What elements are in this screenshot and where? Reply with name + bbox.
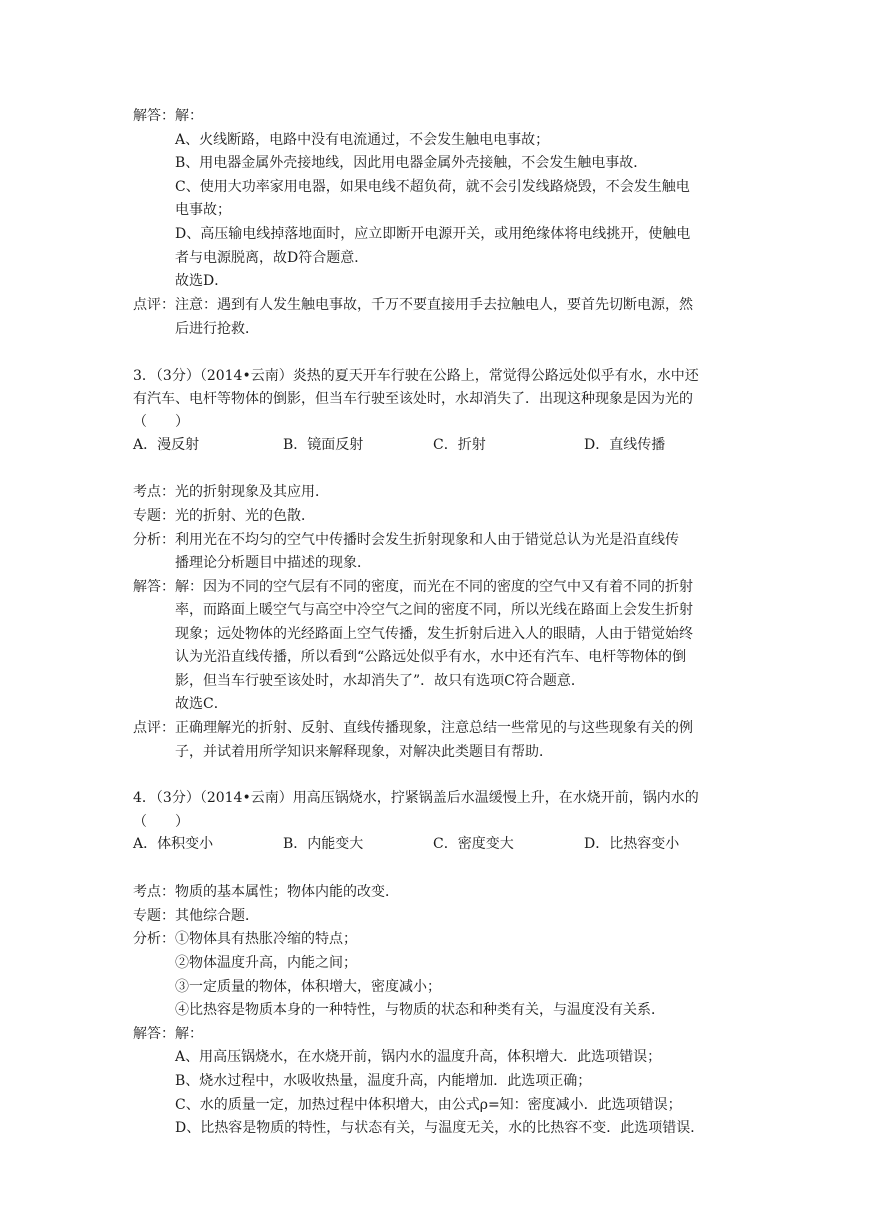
q4-analysis-line1: 分析：①物体具有热胀冷缩的特点； xyxy=(133,931,357,947)
q4-solution-option-c: C、水的质量一定，加热过程中体积增大，由公式ρ=知：密度减小．此选项错误； xyxy=(175,1097,682,1113)
q4-analysis-line4: ④比热容是物质本身的一种特性，与物质的状态和种类有关，与温度没有关系． xyxy=(175,1002,665,1018)
q4-option-d: D．比热容变小 xyxy=(584,836,680,852)
solution-option-a: A、火线断路，电路中没有电流通过，不会发生触电电事故； xyxy=(175,132,550,148)
q3-option-a: A．漫反射 xyxy=(133,437,200,453)
q4-option-c: C．密度变大 xyxy=(433,836,514,852)
q3-topic: 专题：光的折射、光的色散． xyxy=(133,508,315,524)
q3-stem-line1: 3．（3分）（2014•云南）炎热的夏天开车行驶在公路上，常觉得公路远处似乎有水，水中还 xyxy=(133,368,699,384)
q3-comment-line1: 点评：正确理解光的折射、反射、直线传播现象，注意总结一些常见的与这些现象有关的例 xyxy=(133,720,693,736)
q4-answer-heading: 解答：解： xyxy=(133,1026,203,1042)
q3-comment-line2: 子，并试着用所学知识来解释现象，对解决此类题目有帮助． xyxy=(175,744,553,760)
solution-option-d-line1: D、高压输电线掉落地面时，应立即断开电源开关，或用绝缘体将电线挑开，使触电 xyxy=(175,226,691,242)
q3-answer-line3: 现象；远处物体的光经路面上空气传播，发生折射后进入人的眼睛，人由于错觉始终 xyxy=(175,626,693,642)
comment-line1: 点评：注意：遇到有人发生触电事故，千万不要直接用手去拉触电人，要首先切断电源，然 xyxy=(133,297,693,313)
q3-stem-line3: （ ） xyxy=(133,414,189,430)
q4-solution-option-d: D、比热容是物质的特性，与状态有关，与温度无关，水的比热容不变．此选项错误． xyxy=(175,1120,705,1136)
q4-solution-option-b: B、烧水过程中，水吸收热量，温度升高，内能增加．此选项正确； xyxy=(175,1073,592,1089)
q3-answer-line2: 率，而路面上暖空气与高空中冷空气之间的密度不同，所以光线在路面上会发生折射 xyxy=(175,602,693,618)
solution-option-d-line2: 者与电源脱离，故D符合题意． xyxy=(175,250,369,266)
comment-line2: 后进行抢救． xyxy=(175,321,259,337)
q4-knowledge-point: 考点：物质的基本属性；物体内能的改变． xyxy=(133,884,399,900)
q4-option-a: A．体积变小 xyxy=(133,836,214,852)
q3-knowledge-point: 考点：光的折射现象及其应用． xyxy=(133,484,329,500)
q4-analysis-line2: ②物体温度升高，内能之间； xyxy=(175,955,357,971)
q4-analysis-line3: ③一定质量的物体，体积增大，密度减小； xyxy=(175,979,441,995)
q3-choice: 故选C． xyxy=(175,696,228,712)
q4-stem-line1: 4．（3分）（2014•云南）用高压锅烧水，拧紧锅盖后水温缓慢上升，在水烧开前，锅内水的 xyxy=(133,790,699,806)
q3-option-c: C．折射 xyxy=(433,437,486,453)
q3-stem-line2: 有汽车、电杆等物体的倒影，但当车行驶至该处时，水却消失了．出现这种现象是因为光的 xyxy=(133,391,693,407)
solution-option-b: B、用电器金属外壳接地线，因此用电器金属外壳接触，不会发生触电事故． xyxy=(175,155,648,171)
q3-option-b: B．镜面反射 xyxy=(283,437,364,453)
solution-option-c-line1: C、使用大功率家用电器，如果电线不超负荷，就不会引发线路烧毁，不会发生触电 xyxy=(175,179,690,195)
answer-heading: 解答：解： xyxy=(133,108,203,124)
solution-option-c-line2: 电事故； xyxy=(175,202,231,218)
q4-solution-option-a: A、用高压锅烧水，在水烧开前，锅内水的温度升高，体积增大．此选项错误； xyxy=(175,1049,662,1065)
q3-answer-line1: 解答：解：因为不同的空气层有不同的密度，而光在不同的密度的空气中又有着不同的折射 xyxy=(133,579,693,595)
q3-option-d: D．直线传播 xyxy=(584,437,666,453)
solution-choice: 故选D． xyxy=(175,273,229,289)
q3-answer-line4: 认为光沿直线传播，所以看到“公路远处似乎有水，水中还有汽车、电杆等物体的倒 xyxy=(175,649,687,665)
q3-answer-line5: 影，但当车行驶至该处时，水却消失了”．故只有选项C符合题意． xyxy=(175,673,585,689)
q4-option-b: B．内能变大 xyxy=(283,836,364,852)
q3-analysis-line1: 分析：利用光在不均匀的空气中传播时会发生折射现象和人由于错觉总认为光是沿直线传 xyxy=(133,532,679,548)
q4-topic: 专题：其他综合题． xyxy=(133,908,259,924)
q4-stem-line2: （ ） xyxy=(133,814,189,830)
q3-analysis-line2: 播理论分析题目中描述的现象． xyxy=(175,555,371,571)
